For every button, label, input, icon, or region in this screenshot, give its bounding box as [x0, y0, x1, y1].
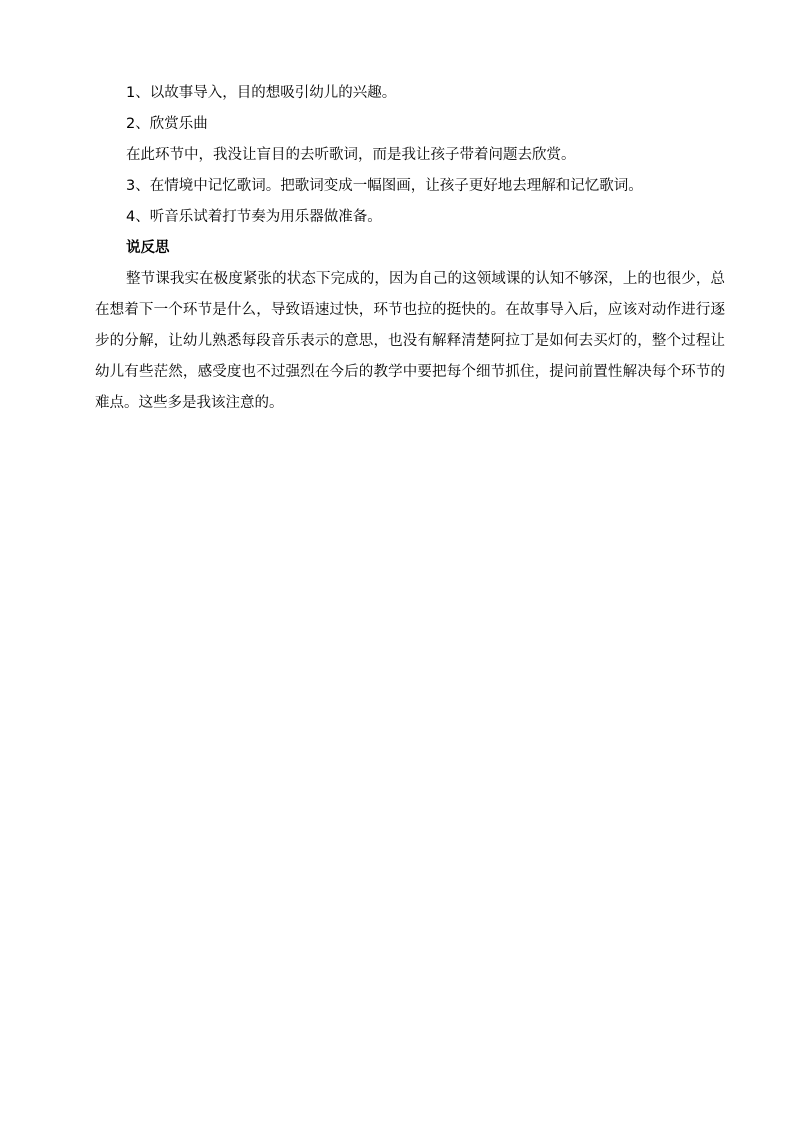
reflection-paragraph: 整节课我实在极度紧张的状态下完成的，因为自己的这领域课的认知不够深，上的也很少，总在想着下一个环节是什么，导致语速过快，环节也拉的挺快的。在故事导入后，应该对动作进行逐步的分解，让幼儿熟悉每段音乐表示的意思，也没有解释清楚阿拉丁是如何去买灯的，整个过程让幼儿有些茫然，感受度也不过强烈在今后的教学中要把每个细节抓住，提问前置性解决每个环节的难点。这些多是我该注意的。: [95, 271, 725, 411]
list-item-2-detail: 在此环节中，我没让盲目的去听歌词，而是我让孩子带着问题去欣赏。: [126, 147, 576, 163]
section-heading-reflection: 说反思: [126, 240, 170, 256]
list-item-2: 2、欣赏乐曲: [126, 116, 208, 132]
document-body: [95, 78, 725, 419]
list-item-4: 4、听音乐试着打节奏为用乐器做准备。: [126, 209, 382, 225]
list-item-3: 3、在情境中记忆歌词。把歌词变成一幅图画，让孩子更好地去理解和记忆歌词。: [126, 178, 643, 194]
list-item-1: 1、以故事导入，目的想吸引幼儿的兴趣。: [126, 85, 397, 101]
